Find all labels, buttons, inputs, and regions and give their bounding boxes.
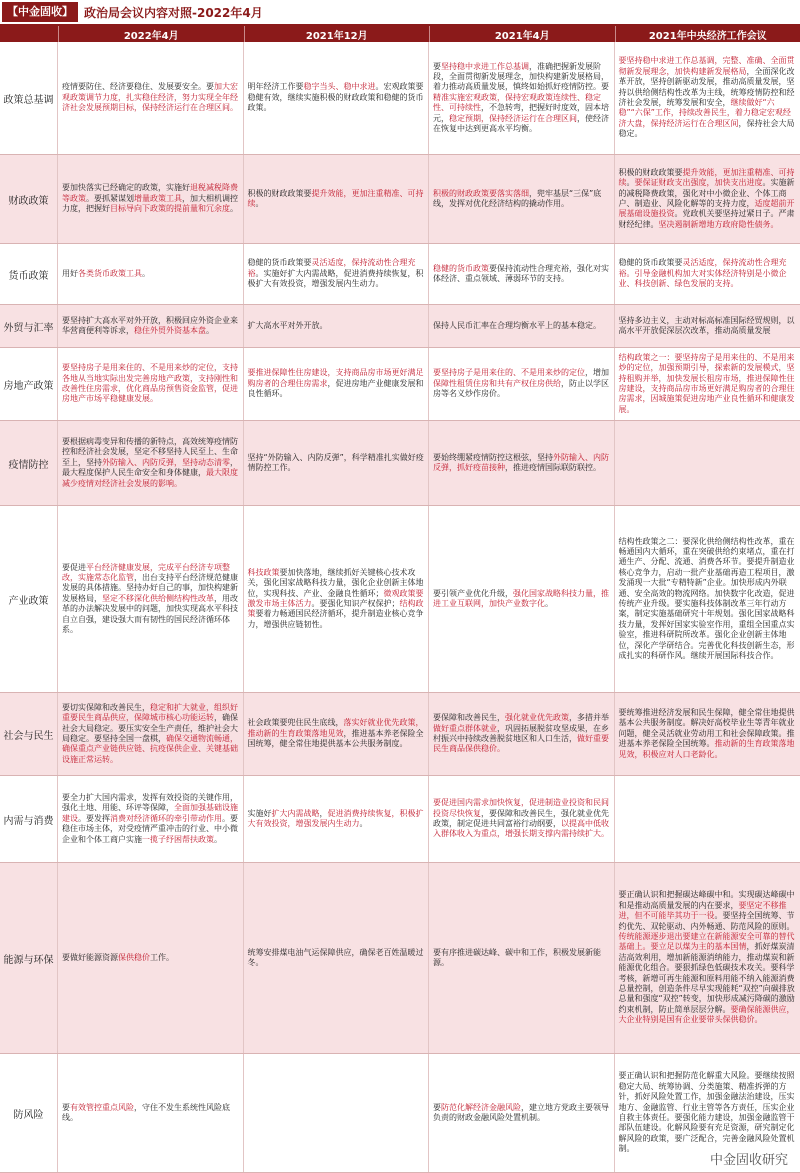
row-category: 内需与消费 xyxy=(0,776,58,862)
highlighted-text: 继续做好“六稳”“六保”工作，持续改善民生，着力稳定宏观经济大盘，保持经济运行在合理区间 xyxy=(619,98,791,128)
cell-segment: 要全力扩大国内需求，发挥有效投资的关键作用，强化土地、用能、环评等保障， xyxy=(62,793,238,812)
cell-segment: 。 xyxy=(230,204,238,213)
cell-segment: ，兜牢基层“三保”底线，发挥对优化经济结构的撬动作用。 xyxy=(433,189,601,208)
cell-text xyxy=(619,353,797,415)
highlighted-text: 保供稳价 xyxy=(118,953,150,962)
highlighted-text: 消费对经济循环的牵引带动作用 xyxy=(110,814,222,823)
table-cell xyxy=(244,244,430,304)
table-cell xyxy=(429,42,615,154)
header-cell: 2021年12月 xyxy=(244,26,430,42)
highlighted-text: 要推进保障性住房建设，支持商品房市场更好满足购房者的合理住房需求 xyxy=(248,368,424,387)
highlighted-text: 提升效能，更加注重精准、可持续 xyxy=(248,189,424,208)
cell-segment: 稳健的货币政策要 xyxy=(619,258,683,267)
cell-segment: ，用改革的办法解决发展中的问题，加快实现高水平科技自立自强，建设强大而有韧性的国民经济循环体系。 xyxy=(62,594,238,634)
cell-segment: 。 xyxy=(214,835,222,844)
row-category: 政策总基调 xyxy=(0,42,58,154)
cell-text xyxy=(248,809,425,830)
cell-segment: 要正确认识和把握碳达峰碳中和。实现碳达峰碳中和是推动高质量发展的内在要求， xyxy=(619,890,795,909)
cell-text xyxy=(619,890,797,1025)
cell-text xyxy=(619,56,797,139)
table-row xyxy=(0,863,800,1054)
table-row xyxy=(0,155,800,244)
highlighted-text: 要坚定不移推进，但不可能毕其功于一役 xyxy=(619,901,787,920)
highlighted-text: 全面加强基础设施建设 xyxy=(62,803,238,822)
highlighted-text: 灵活适度，保持流动性合理充裕 xyxy=(619,258,787,277)
table-row xyxy=(0,244,800,305)
highlighted-text: 适度超前开展基础设施投资 xyxy=(619,199,795,218)
cell-segment: 要引领产业优化升级， xyxy=(433,589,513,598)
cell-segment: 要着力畅通国民经济循环，提升制造业核心竞争力，增强供应链韧性。 xyxy=(248,609,424,628)
cell-text xyxy=(433,589,610,610)
cell-segment: 实施好 xyxy=(248,809,272,818)
table-cell xyxy=(429,693,615,775)
cell-text xyxy=(248,718,425,749)
cell-text xyxy=(433,264,610,285)
cell-text xyxy=(62,82,239,113)
header-cell xyxy=(0,26,58,42)
table-cell xyxy=(615,155,800,243)
cell-segment: 。 xyxy=(627,178,635,187)
cell-segment: ，不急转弯，把握好时度效，固本培元， xyxy=(433,103,609,122)
cell-segment: 要坚持扩大高水平对外开放，积极回应外资企业来华营商便利等诉求， xyxy=(62,316,238,335)
header-cell: 2021年4月 xyxy=(429,26,615,42)
cell-text xyxy=(433,189,610,210)
table-cell xyxy=(615,506,800,692)
cell-text xyxy=(62,563,239,636)
table-header xyxy=(0,26,800,42)
cell-text xyxy=(433,798,610,840)
cell-segment: 。 xyxy=(360,819,368,828)
cell-segment: 。党政机关要坚持过紧日子。严肃财经纪律。 xyxy=(619,209,795,228)
table-cell xyxy=(58,305,244,347)
table-cell xyxy=(615,244,800,304)
table-cell xyxy=(58,155,244,243)
highlighted-text: 精准实施宏观政策，保持宏观政策连续性、稳定性、可持续性 xyxy=(433,93,601,112)
table-row xyxy=(0,305,800,348)
highlighted-text: 平台经济健康发展，完成平台经济专项整改，实施常态化监管 xyxy=(62,563,230,582)
highlighted-text: 扩大内需战略 xyxy=(272,809,320,818)
cell-segment: ，加大相机调控力度，把握好 xyxy=(62,194,238,213)
cell-text xyxy=(433,62,610,135)
cell-segment: 要保持流动性合理充裕，强化对实体经济、重点领域、薄弱环节的支持。 xyxy=(433,264,609,283)
table-cell xyxy=(429,155,615,243)
cell-segment: 统筹安排煤电油气运保障供应，确保老百姓温暖过冬。 xyxy=(248,948,424,967)
highlighted-text: 各类货币政策工具 xyxy=(78,269,142,278)
cell-segment: 。宏观政策要稳健有效，继续实施积极的财政政策和稳健的货币政策。 xyxy=(248,82,424,112)
cell-segment: 坚持“外防输入、内防反弹”，科学精准扎实做好疫情防控工作。 xyxy=(248,453,424,472)
highlighted-text: 有效管控重点风险 xyxy=(70,1103,134,1112)
table-cell xyxy=(429,1054,615,1172)
cell-segment: ，确保社会大局稳定。要压实安全生产责任，维护社会大局稳定。要坚持全国一盘棋， xyxy=(62,713,238,743)
cell-text xyxy=(248,568,425,630)
highlighted-text: 坚持稳中求进工作总基调 xyxy=(441,62,529,71)
table-cell xyxy=(58,776,244,862)
cell-segment: 要保障和改善民生， xyxy=(433,713,505,722)
cell-text xyxy=(248,82,425,113)
highlighted-text: 退税减税降费等政策 xyxy=(62,183,238,202)
table-cell xyxy=(244,155,430,243)
highlighted-text: 增量政策工具 xyxy=(134,194,182,203)
cell-text xyxy=(62,363,239,405)
table-cell xyxy=(429,305,615,347)
cell-segment: 社会政策要兜住民生底线， xyxy=(248,718,344,727)
cell-text xyxy=(62,316,239,337)
table-cell xyxy=(429,776,615,862)
table-cell xyxy=(244,863,430,1053)
cell-segment: 。实施新的减税降费政策，强化对中小微企业、个体工商户、制造业、风险化解等的支持力度， xyxy=(619,178,795,208)
cell-segment: ，建立地方党政主要领导负责的财政金融风险处置机制。 xyxy=(433,1103,609,1122)
row-category: 社会与民生 xyxy=(0,693,58,775)
table-cell xyxy=(58,42,244,154)
cell-segment: ，守住不发生系统性风险底线。 xyxy=(62,1103,230,1122)
cell-text xyxy=(62,703,239,765)
table-cell xyxy=(615,421,800,505)
cell-text xyxy=(433,321,601,331)
cell-segment: 坚持多边主义，主动对标高标准国际经贸规则，以高水平开放促深层次改革，推动高质量发展 xyxy=(619,316,795,335)
cell-text xyxy=(619,537,797,662)
cell-text xyxy=(619,316,797,337)
cell-text xyxy=(248,258,425,289)
cell-segment: 积极的财政政策要 xyxy=(248,189,312,198)
cell-text xyxy=(248,948,425,969)
header-cell: 2022年4月 xyxy=(58,26,244,42)
table-cell xyxy=(244,305,430,347)
table-cell xyxy=(615,348,800,420)
table-cell xyxy=(58,348,244,420)
header-cell: 2021年中央经济工作会议 xyxy=(615,26,800,42)
cell-segment: ，准确把握新发展阶段，全面贯彻新发展理念，加快构建新发展格局，着力推动高质量发展，慎终如始抓好疫情防控。要 xyxy=(433,62,609,92)
cell-segment: 。要稳住市场主体，对受疫情严重冲击的行业、中小微企业和个体工商户实施 xyxy=(62,814,238,844)
highlighted-text: 要保证财政支出强度，加快支出进度 xyxy=(635,178,763,187)
cell-segment: 。要发挥 xyxy=(78,814,110,823)
cell-segment: 稳健的货币政策要 xyxy=(248,258,312,267)
highlighted-text: 要确保能源供应，大企业特别是国有企业要带头保供稳价。 xyxy=(619,1005,795,1024)
highlighted-text: 科技政策 xyxy=(248,568,280,577)
highlighted-text: 外防输入、内防反弹，坚持动态清零 xyxy=(102,458,230,467)
cell-segment: ， xyxy=(320,809,328,818)
cell-segment: 要始终绷紧疫情防控这根弦，坚持 xyxy=(433,453,553,462)
cell-segment: 。 xyxy=(206,326,214,335)
table-row xyxy=(0,42,800,155)
row-category: 防风险 xyxy=(0,1054,58,1172)
table-cell xyxy=(58,244,244,304)
table-cell xyxy=(615,776,800,862)
cell-segment: 疫情要防住、经济要稳住、发展要安全。要 xyxy=(62,82,214,91)
cell-segment: 。实施好扩大内需战略，促进消费持续恢复，积极扩大有效投资，增强发展内生动力。 xyxy=(248,269,424,288)
cell-segment: ，最大程度保护人民生命安全和身体健康， xyxy=(62,458,238,477)
table-cell xyxy=(429,506,615,692)
highlighted-text: 推动新的生育政策落地见效，积极应对人口老龄化。 xyxy=(619,739,795,758)
cell-segment: ，增加 xyxy=(585,368,609,377)
table-cell xyxy=(429,421,615,505)
table-cell xyxy=(244,421,430,505)
cell-segment: 要根据病毒变异和传播的新特点，高效统筹疫情防控和经济社会发展，坚定不移坚持人民至上、生命至上，坚持 xyxy=(62,437,238,467)
cell-segment: ，多措并举 xyxy=(569,713,609,722)
highlighted-text: 稳住外贸外资基本盘 xyxy=(134,326,206,335)
cell-text xyxy=(619,708,797,760)
highlighted-text: 。引导金融机构加大对实体经济特别是小微企业、科技创新、绿色发展的支持。 xyxy=(619,269,787,288)
cell-text xyxy=(248,321,328,331)
cell-text xyxy=(619,1071,797,1154)
row-category: 外贸与汇率 xyxy=(0,305,58,347)
cell-text xyxy=(619,258,797,289)
table-row xyxy=(0,348,800,421)
highlighted-text: 以提高中低收入群体收入为重点，增强长期支撑内需持续扩大。 xyxy=(433,819,609,838)
highlighted-text: 强化国家战略科技力量，推进工业互联网，加快产业数字化 xyxy=(433,589,609,608)
row-category: 能源与环保 xyxy=(0,863,58,1053)
cell-segment: 要加快落地，继续抓好关键核心技术攻关，强化国家战略科技力量，强化企业创新主体地位，实现科技、产业、金融良性循环； xyxy=(248,568,424,598)
cell-segment: 保持人民币汇率在合理均衡水平上的基本稳定。 xyxy=(433,321,601,330)
row-category: 房地产政策 xyxy=(0,348,58,420)
table-row xyxy=(0,1054,800,1173)
table-cell xyxy=(615,863,800,1053)
cell-segment: 明年经济工作要 xyxy=(248,82,304,91)
watermark: 中金固收研究 xyxy=(706,1148,792,1169)
table-cell xyxy=(244,776,430,862)
cell-segment: ，要保障和改善民生，强化就业优先政策，制定促进共同富裕行动纲要， xyxy=(433,809,609,828)
cell-segment: ，推进基本养老保险全国统筹，健全常住地提供基本公共服务制度。 xyxy=(248,729,424,748)
table-row xyxy=(0,421,800,506)
highlighted-text: 外防输入、内防反弹，抓好疫苗接种 xyxy=(433,453,609,472)
table-cell xyxy=(615,305,800,347)
cell-text xyxy=(62,183,239,214)
highlighted-text: 保障性租赁住房和共有产权住房供给 xyxy=(433,379,561,388)
highlighted-text: 防范化解经济金融风险 xyxy=(441,1103,521,1112)
cell-text xyxy=(248,189,425,210)
highlighted-text: 结构政策 xyxy=(248,599,424,618)
highlighted-text: 结构政策之一： xyxy=(619,353,675,362)
cell-segment: 结构性政策之二：要深化供给侧结构性改革，重在畅通国内大循环，重在突破供给约束堵点，重在打通生产、分配、流通、消费各环节。要提升制造业核心竞争力，启动一批产业基础再造工程项目，激发涌现一大批“专精特新”企业。加快形成内外联通、安全高效的物流网络。加快数字化改造，促进传统产业升级。要实施科技体制改革三年行动方案，制定实施基础研究十年规划。强化国家战略科技力量，发挥好国家实验室作用，重组全国重点实验室，推进科研院所改革。强化企业创新主体地位，深化产学研结合。完善优化科技创新生态，形成扎实的科研作风。继续开展国际科技合作。 xyxy=(619,537,795,660)
highlighted-text: 要坚持房子是用来住的、不是用来炒的定位，加强预期引导，探索新的发展模式，坚持租购并举，加快发展长租房市场，推进保障性住房建设，支持商品房市场更好满足购房者的合理住房需求，因城施策促进房地产业良性循环和健康发展。 xyxy=(619,353,795,414)
table-cell xyxy=(429,863,615,1053)
source-tag: 【中金固收】 xyxy=(2,2,78,22)
highlighted-text: 稳定和扩大就业，组织好重要民生商品供应，保障城市核心功能运转 xyxy=(62,703,238,722)
cell-segment: 扩大高水平对外开放。 xyxy=(248,321,328,330)
table-cell xyxy=(58,863,244,1053)
table-cell xyxy=(58,506,244,692)
highlighted-text: 强化就业优先政策 xyxy=(505,713,569,722)
table-cell xyxy=(244,42,430,154)
cell-segment: 工作。 xyxy=(150,953,174,962)
cell-text xyxy=(248,368,425,399)
highlighted-text: 加大宏观政策调节力度，扎实稳住经济，努力实现全年经济社会发展预期目标，保持经济运行在合理区间。 xyxy=(62,82,238,112)
table-cell xyxy=(244,348,430,420)
title-bar xyxy=(0,0,800,26)
table-cell xyxy=(429,348,615,420)
highlighted-text: 稳定预期，保持经济运行在合理区间 xyxy=(449,114,577,123)
cell-segment: 。要强化知识产权保护； xyxy=(312,599,400,608)
table-cell xyxy=(58,1054,244,1172)
row-category: 财政政策 xyxy=(0,155,58,243)
table-cell xyxy=(58,421,244,505)
highlighted-text: 坚决遏制新增地方政府隐性债务。 xyxy=(659,220,779,229)
row-category: 疫情防控 xyxy=(0,421,58,505)
highlighted-text: 积极的财政政策要落实落细 xyxy=(433,189,529,198)
cell-segment: 要 xyxy=(62,1103,70,1112)
table-row xyxy=(0,693,800,776)
cell-segment: ，防止以学区房等名义炒作房价。 xyxy=(433,379,609,398)
cell-text xyxy=(433,713,610,755)
cell-text xyxy=(62,793,239,845)
cell-text xyxy=(433,948,610,969)
highlighted-text: 促进消费持续恢复，积极扩大有效投资，增强发展内生动力 xyxy=(248,809,424,828)
cell-text xyxy=(62,1103,239,1124)
table-cell xyxy=(244,693,430,775)
cell-segment: 要 xyxy=(433,62,441,71)
table-cell xyxy=(244,1054,430,1172)
highlighted-text: 一揽子纾困帮扶政策 xyxy=(142,835,214,844)
cell-segment: ，巩固拓展脱贫攻坚成果，在乡村振兴中持续改善脱贫地区和人口生活， xyxy=(433,724,609,743)
cell-segment: ，促进房地产业健康发展和良性循环。 xyxy=(248,379,424,398)
cell-text xyxy=(62,269,150,279)
highlighted-text: 要坚持房子是用来住的、不是用来炒的定位 xyxy=(433,368,585,377)
cell-segment: 要做好能源资源 xyxy=(62,953,118,962)
cell-segment: 用好 xyxy=(62,269,78,278)
table-row xyxy=(0,776,800,863)
cell-text xyxy=(62,437,239,489)
highlighted-text: 最大限度减少疫情对经济社会发展的影响。 xyxy=(62,468,238,487)
highlighted-text: 做好重点群体就业 xyxy=(433,724,497,733)
cell-segment: 积极的财政政策要 xyxy=(619,168,683,177)
cell-segment: 要切实保障和改善民生， xyxy=(62,703,150,712)
cell-segment: 要正确认识和把握防范化解重大风险。要继续按照稳定大局、统筹协调、分类施策、精准拆弹的方针，抓好风险处置工作，加强金融法治建设，压实地方、金融监管、行业主管等各方责任，压实企业自救主体责任。要强化能力建设，加强金融监管干部队伍建设。化解风险要有充足资源，研究制定化解风险的政策，要广泛配合，完善金融风险处置机制。 xyxy=(619,1071,795,1153)
cell-text xyxy=(433,1103,610,1124)
highlighted-text: 做好重要民生商品保供稳价。 xyxy=(433,734,609,753)
cell-segment: 。 xyxy=(142,269,150,278)
cell-text xyxy=(619,168,797,230)
cell-segment: 。要抓紧谋划 xyxy=(86,194,134,203)
cell-text xyxy=(433,368,610,399)
table-row xyxy=(0,506,800,693)
cell-segment: ，使经济在恢复中达到更高水平均衡。 xyxy=(433,114,609,133)
highlighted-text: 要促进国内需求加快恢复，促进制造业投资和民间投资尽快恢复 xyxy=(433,798,609,817)
row-category: 货币政策 xyxy=(0,244,58,304)
highlighted-text: 灵活适度，保持流动性合理充裕 xyxy=(248,258,416,277)
highlighted-text: 坚定不移深化供给侧结构性改革 xyxy=(102,594,214,603)
cell-text xyxy=(62,953,174,963)
comparison-table xyxy=(0,42,800,1173)
table-cell xyxy=(58,693,244,775)
cell-segment: ，全面深化改革开放，坚持创新驱动发展，推动高质量发展，坚持以供给侧结构性改革为主线，统筹疫情防控和经济社会发展，统筹发展和安全， xyxy=(619,67,795,107)
cell-text xyxy=(248,453,425,474)
table-cell xyxy=(244,506,430,692)
cell-segment: ，抓好煤炭清洁高效利用，增加新能源消纳能力，推动煤炭和新能源优化组合。要狠抓绿色低碳技术攻关。要科学考核，新增可再生能源和原料用能不纳入能源消费总量控制，创造条件尽早实现能耗“双控”向碳排放总量和强度“双控”转变，加快形成减污降碳的激励约束机制，防止简单层层分解。 xyxy=(619,942,795,1013)
table-cell xyxy=(615,693,800,775)
cell-segment: 要促进 xyxy=(62,563,86,572)
cell-segment: 。 xyxy=(545,599,553,608)
row-category: 产业政策 xyxy=(0,506,58,692)
table-cell xyxy=(429,244,615,304)
cell-segment: ，出台支持平台经济规范健康发展的具体措施。坚持办好自己的事，加快构建新发展格局， xyxy=(62,573,238,603)
cell-segment: 要加快落实已经确定的政策，实施好 xyxy=(62,183,190,192)
page-title: 政治局会议内容对照-2022年4月 xyxy=(84,4,263,21)
highlighted-text: 落实好就业优先政策，推动新的生育政策落地见效 xyxy=(248,718,424,737)
cell-segment: 要有序推进碳达峰、碳中和工作，积极发展新能源。 xyxy=(433,948,601,967)
cell-segment: 要 xyxy=(433,1103,441,1112)
highlighted-text: 要坚持房子是用来住的、不是用来炒的定位，支持各地从当地实际出发完善房地产政策，支持刚性和改善性住房需求，优化商品房预售资金监管，促进房地产市场平稳健康发展。 xyxy=(62,363,238,403)
highlighted-text: 传统能源逐步退出要建立在新能源安全可靠的替代基础上。要立足以煤为主的基本国情 xyxy=(619,932,795,951)
highlighted-text: 目标导向下政策的提前量和冗余度 xyxy=(110,204,230,213)
highlighted-text: 确保交通物流畅通，确保重点产业链供应链、抗疫保供企业、关键基础设施正常运转。 xyxy=(62,734,238,764)
cell-segment: ，保持社会大局稳定。 xyxy=(619,119,795,138)
cell-segment: 要统筹推进经济发展和民生保障，健全常住地提供基本公共服务制度。解决好高校毕业生等青年就业问题，健全灵活就业劳动用工和社会保障政策。推进基本养老保险全国统筹。 xyxy=(619,708,795,748)
cell-segment: 。要坚持全国统筹、节约优先、双轮驱动、内外畅通、防范风险的原则。 xyxy=(619,911,795,930)
cell-segment: 。 xyxy=(256,199,264,208)
cell-segment: ，推进疫情国际联防联控。 xyxy=(505,463,601,472)
highlighted-text: 稳健的货币政策 xyxy=(433,264,489,273)
highlighted-text: 稳字当头、稳中求进 xyxy=(304,82,376,91)
highlighted-text: 要坚持稳中求进工作总基调，完整、准确、全面贯彻新发展理念，加快构建新发展格局 xyxy=(619,56,795,75)
table-cell xyxy=(615,42,800,154)
highlighted-text: 微观政策要激发市场主体活力 xyxy=(248,589,424,608)
cell-text xyxy=(433,453,610,474)
highlighted-text: 提升效能，更加注重精准、可持续 xyxy=(619,168,795,187)
